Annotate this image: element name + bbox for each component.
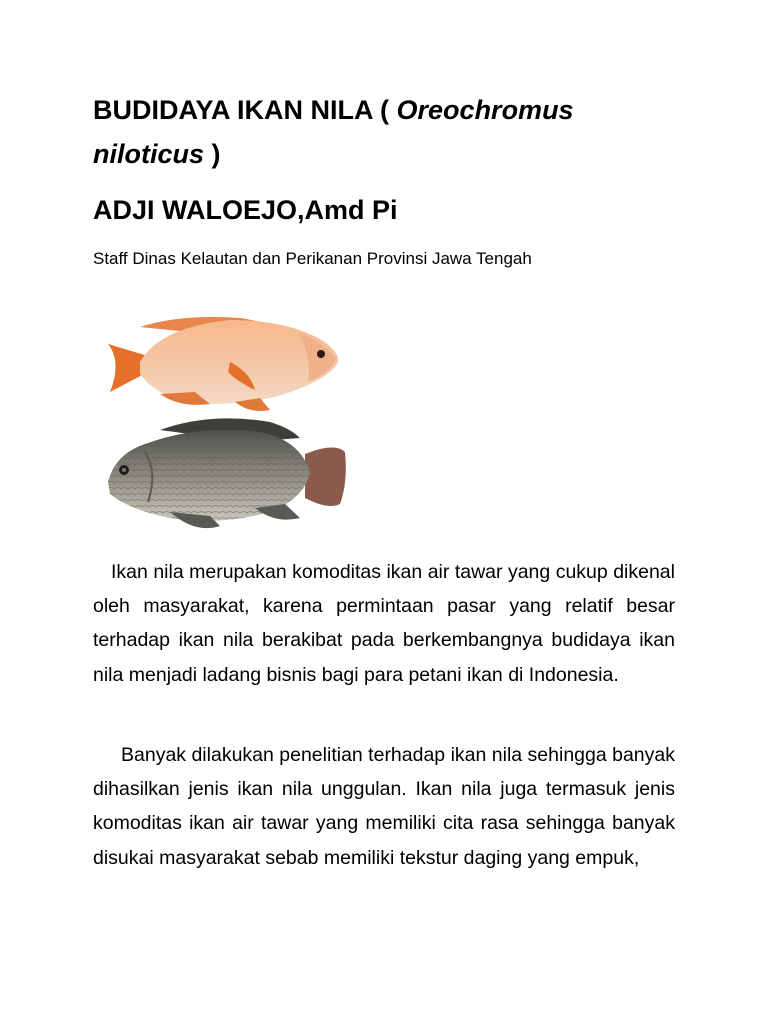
- black-tilapia-fish-icon: [108, 418, 346, 528]
- author-affiliation: Staff Dinas Kelautan dan Perikanan Provinsi Jawa Tengah: [93, 249, 532, 268]
- document-title: [93, 88, 653, 176]
- red-tilapia-fish-icon: [108, 317, 338, 411]
- title-prefix: BUDIDAYA IKAN NILA (: [93, 95, 397, 125]
- title-suffix: ): [204, 139, 221, 169]
- author-name: ADJI WALOEJO,Amd Pi: [93, 195, 398, 225]
- title-scientific-name: Oreochromus niloticus: [93, 95, 574, 169]
- paragraph-1: Ikan nila merupakan komoditas ikan air tawar yang cukup dikenal oleh masyarakat, karena permintaan pasar yang relatif besar terhadap ikan nila berakibat pada berkembangnya budidaya ikan nila menjadi ladang bisnis bagi para petani ikan di Indonesia.: [93, 561, 675, 686]
- paragraph-2: Banyak dilakukan penelitian terhadap ikan nila sehingga banyak dihasilkan jenis ikan nila unggulan. Ikan nila juga termasuk jenis komoditas ikan air tawar yang memiliki cita rasa sehingga banyak disukai masyarakat sebab memiliki tekstur daging yang empuk,: [93, 744, 675, 869]
- fish-illustration: [100, 312, 350, 544]
